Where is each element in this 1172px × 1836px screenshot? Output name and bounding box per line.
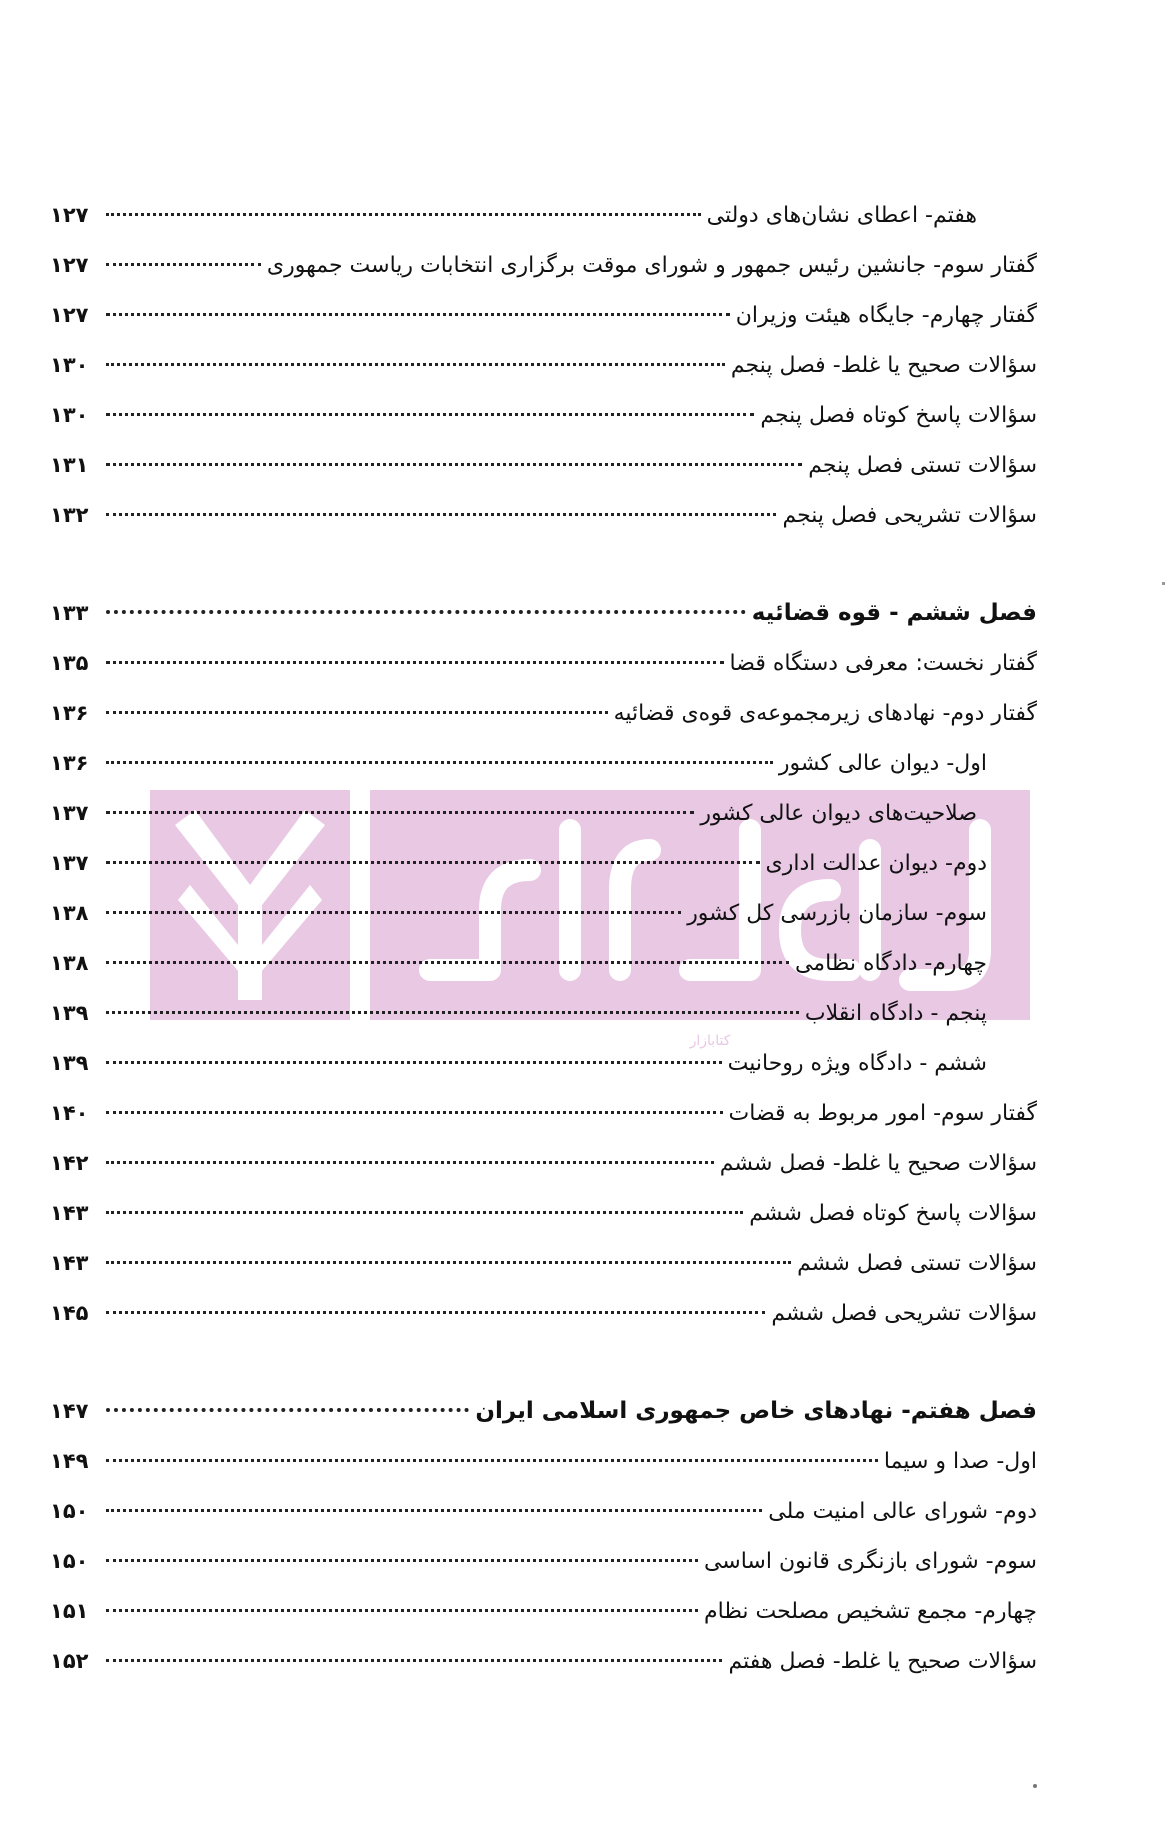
dot-leader	[106, 1408, 469, 1412]
toc-entry-page: ۱۵۱	[50, 1599, 89, 1623]
toc-entry-title: ششم - دادگاه ویژه روحانیت	[727, 1051, 987, 1076]
toc-entry	[50, 440, 1037, 490]
dot-leader	[106, 1211, 743, 1214]
toc-entry-page: ۱۳۶	[50, 701, 89, 725]
toc-entry-title: چهارم- مجمع تشخیص مصلحت نظام	[704, 1599, 1037, 1624]
toc-entry	[50, 1486, 1037, 1536]
toc-entry-title: اول- صدا و سیما	[883, 1449, 1037, 1474]
toc-entry	[50, 190, 1037, 240]
toc-entry-title: سؤالات صحیح یا غلط- فصل هفتم	[728, 1649, 1037, 1674]
toc-entry	[50, 1038, 1037, 1088]
dot-leader	[106, 861, 760, 864]
dot-leader	[106, 961, 789, 964]
chapter-page: ۱۴۷	[50, 1399, 89, 1423]
toc-entry-title: گفتار دوم- نهادهای زیرمجموعه‌ی قوه‌ی قضائیه	[613, 701, 1037, 726]
toc-entry	[50, 1188, 1037, 1238]
dot-leader	[106, 610, 746, 614]
toc-entry-title: هفتم- اعطای نشان‌های دولتی	[706, 203, 977, 228]
toc-entry	[50, 1088, 1037, 1138]
toc-entry-page: ۱۳۱	[50, 453, 89, 477]
dot-leader	[106, 463, 802, 466]
toc-entry-page: ۱۵۲	[50, 1649, 89, 1673]
toc-entry-title: صلاحیت‌های دیوان عالی کشور	[700, 801, 977, 826]
toc-entry-title: سؤالات پاسخ کوتاه فصل پنجم	[760, 403, 1037, 428]
dot-leader	[106, 1659, 722, 1662]
page-speck	[1162, 582, 1165, 585]
toc-entry-page: ۱۳۰	[50, 353, 89, 377]
toc-entry-page: ۱۴۳	[50, 1251, 89, 1275]
dot-leader	[106, 1161, 714, 1164]
toc-entry-page: ۱۳۲	[50, 503, 89, 527]
toc-entry-title: سؤالات تستی فصل ششم	[797, 1251, 1037, 1276]
toc-entry	[50, 688, 1037, 738]
toc-entry	[50, 1536, 1037, 1586]
toc-entry-page: ۱۴۹	[50, 1449, 89, 1473]
dot-leader	[106, 263, 261, 266]
toc-entry-page: ۱۵۰	[50, 1499, 89, 1523]
chapter-page: ۱۳۳	[50, 601, 89, 625]
toc-entry	[50, 838, 1037, 888]
toc-entry-page: ۱۴۰	[50, 1101, 89, 1125]
toc-entry	[50, 490, 1037, 540]
dot-leader	[106, 1559, 698, 1562]
toc-entry-title: سؤالات تشریحی فصل پنجم	[782, 503, 1037, 528]
table-of-contents	[50, 190, 1037, 1686]
toc-entry-title: سؤالات صحیح یا غلط- فصل پنجم	[730, 353, 1037, 378]
dot-leader	[106, 363, 725, 366]
toc-entry-title: سؤالات تشریحی فصل ششم	[771, 1301, 1037, 1326]
toc-entry-page: ۱۴۲	[50, 1151, 89, 1175]
toc-entry-page: ۱۳۶	[50, 751, 89, 775]
toc-entry-page: ۱۳۹	[50, 1001, 89, 1025]
svg-text:کتابازار: کتابازار	[689, 1033, 731, 1049]
toc-entry-page: ۱۲۷	[50, 253, 89, 277]
toc-entry-title: دوم- دیوان عدالت اداری	[765, 851, 987, 876]
toc-entry	[50, 988, 1037, 1038]
toc-entry-title: گفتار چهارم- جایگاه هیئت وزیران	[735, 303, 1037, 328]
toc-entry	[50, 888, 1037, 938]
dot-leader	[106, 1261, 791, 1264]
toc-entry-title: گفتار سوم- امور مربوط به قضات	[728, 1101, 1037, 1126]
dot-leader	[106, 1459, 878, 1462]
toc-chapter-heading	[50, 1386, 1037, 1436]
toc-entry	[50, 738, 1037, 788]
section-gap	[50, 540, 1037, 588]
page-speck	[1033, 1784, 1037, 1788]
toc-entry	[50, 1288, 1037, 1338]
toc-entry-page: ۱۴۳	[50, 1201, 89, 1225]
toc-entry	[50, 1586, 1037, 1636]
toc-entry-page: ۱۲۷	[50, 203, 89, 227]
dot-leader	[106, 1311, 765, 1314]
toc-entry-page: ۱۳۹	[50, 1051, 89, 1075]
toc-entry	[50, 240, 1037, 290]
dot-leader	[106, 1509, 762, 1512]
toc-entry	[50, 340, 1037, 390]
chapter-title: فصل ششم - قوه قضائیه	[751, 600, 1037, 626]
toc-entry-page: ۱۳۸	[50, 951, 89, 975]
toc-entry-title: اول- دیوان عالی کشور	[778, 751, 987, 776]
dot-leader	[106, 513, 776, 516]
toc-entry-title: سؤالات تستی فصل پنجم	[808, 453, 1037, 478]
dot-leader	[106, 313, 730, 316]
dot-leader	[106, 213, 701, 216]
toc-entry-title: چهارم- دادگاه نظامی	[794, 951, 987, 976]
toc-entry-page: ۱۳۸	[50, 901, 89, 925]
toc-chapter-heading	[50, 588, 1037, 638]
toc-entry	[50, 788, 1037, 838]
toc-entry-page: ۱۳۷	[50, 851, 89, 875]
dot-leader	[106, 661, 724, 664]
toc-entry-title: گفتار نخست: معرفی دستگاه قضا	[729, 651, 1037, 676]
toc-entry	[50, 638, 1037, 688]
dot-leader	[106, 811, 694, 814]
dot-leader	[106, 911, 681, 914]
toc-entry-title: سؤالات صحیح یا غلط- فصل ششم	[719, 1151, 1037, 1176]
chapter-title: فصل هفتم- نهادهای خاص جمهوری اسلامی ایران	[475, 1398, 1037, 1424]
dot-leader	[106, 1061, 722, 1064]
dot-leader	[106, 1011, 799, 1014]
toc-entry	[50, 290, 1037, 340]
toc-entry	[50, 1238, 1037, 1288]
toc-entry-title: پنجم - دادگاه انقلاب	[804, 1001, 987, 1026]
dot-leader	[106, 1609, 698, 1612]
toc-entry-page: ۱۳۷	[50, 801, 89, 825]
toc-entry-title: سوم- سازمان بازرسی کل کشور	[687, 901, 987, 926]
toc-entry	[50, 1636, 1037, 1686]
toc-entry-page: ۱۳۵	[50, 651, 89, 675]
toc-entry-page: ۱۳۰	[50, 403, 89, 427]
toc-entry-page: ۱۲۷	[50, 303, 89, 327]
toc-entry-title: سؤالات پاسخ کوتاه فصل ششم	[749, 1201, 1037, 1226]
toc-entry	[50, 1138, 1037, 1188]
dot-leader	[106, 1111, 723, 1114]
section-gap	[50, 1338, 1037, 1386]
toc-entry	[50, 390, 1037, 440]
dot-leader	[106, 761, 773, 764]
toc-entry-page: ۱۵۰	[50, 1549, 89, 1573]
toc-entry-title: دوم- شورای عالی امنیت ملی	[768, 1499, 1037, 1524]
dot-leader	[106, 413, 754, 416]
toc-entry	[50, 1436, 1037, 1486]
toc-entry-page: ۱۴۵	[50, 1301, 89, 1325]
toc-entry-title: سوم- شورای بازنگری قانون اساسی	[703, 1549, 1037, 1574]
dot-leader	[106, 711, 608, 714]
toc-entry	[50, 938, 1037, 988]
toc-entry-title: گفتار سوم- جانشین رئیس جمهور و شورای موقت برگزاری انتخابات ریاست جمهوری	[266, 253, 1037, 278]
